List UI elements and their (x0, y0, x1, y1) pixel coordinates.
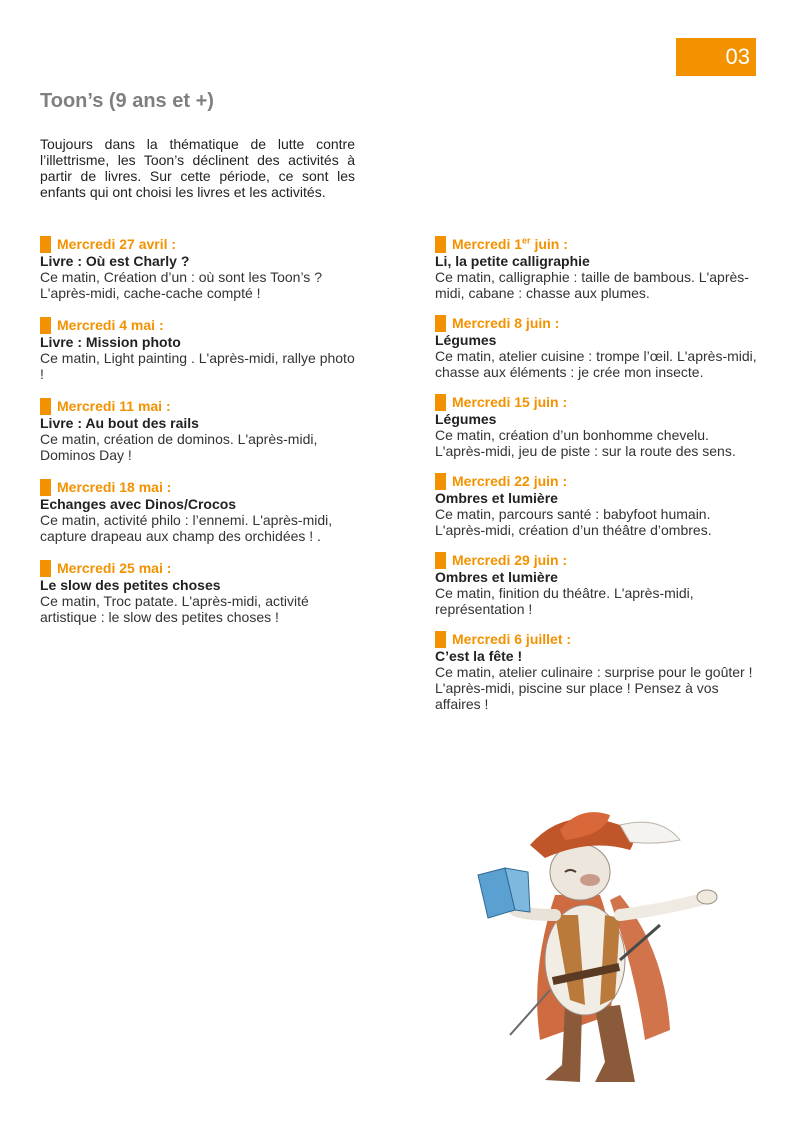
date-marker (435, 552, 446, 569)
entry-date (435, 236, 760, 253)
entry-theme: Li, la petite calligraphie (435, 253, 590, 269)
entry-date-text: Mercredi 11 mai : (57, 398, 171, 414)
entry-theme: Le slow des petites choses (40, 577, 221, 593)
schedule-entry (40, 479, 358, 544)
entry-date (435, 631, 760, 648)
left-column (40, 236, 358, 641)
date-marker (435, 631, 446, 648)
date-marker (40, 560, 51, 577)
entry-date-text: Mercredi 18 mai : (57, 479, 172, 495)
intro-paragraph: Toujours dans la thématique de lutte contre l’illettrisme, les Toon’s déclinent des activités à partir de livres. Sur cette période, ce sont les enfants qui ont choisi les livres et les activités. (40, 136, 355, 200)
entry-date-text: Mercredi 25 mai : (57, 560, 172, 576)
entry-date (40, 236, 358, 253)
entry-description: Ce matin, Light painting . L'après-midi, rallye photo ! (40, 350, 355, 382)
entry-date-text: Mercredi 8 juin : (452, 315, 560, 331)
entry-description: Ce matin, parcours santé : babyfoot humain. L'après-midi, création d’un théâtre d’ombres. (435, 506, 712, 538)
right-column (435, 236, 760, 726)
entry-date-text: Mercredi 27 avril : (57, 236, 177, 252)
date-marker (40, 236, 51, 253)
date-marker (40, 398, 51, 415)
entry-theme: C’est la fête ! (435, 648, 523, 664)
entry-date (435, 552, 760, 569)
schedule-entry (435, 394, 760, 459)
date-marker (435, 473, 446, 490)
entry-date-text: Mercredi 6 juillet : (452, 631, 572, 647)
entry-date (435, 473, 760, 490)
date-marker (435, 394, 446, 411)
entry-theme: Ombres et lumière (435, 569, 558, 585)
schedule-entry (40, 236, 358, 301)
entry-theme: Livre : Mission photo (40, 334, 181, 350)
entry-theme: Ombres et lumière (435, 490, 558, 506)
entry-description: Ce matin, calligraphie : taille de bambous. L'après-midi, cabane : chasse aux plumes. (435, 269, 749, 301)
entry-date (40, 398, 358, 415)
musketeer-cat-reading-illustration (470, 800, 750, 1100)
schedule-entry (435, 552, 760, 617)
entry-description: Ce matin, Création d’un : où sont les Toon’s ? L'après-midi, cache-cache compté ! (40, 269, 322, 301)
entry-date (435, 315, 760, 332)
schedule-entry (40, 560, 358, 625)
entry-description: Ce matin, atelier culinaire : surprise pour le goûter ! L'après-midi, piscine sur place ! Pensez à vos affaires ! (435, 664, 753, 712)
entry-description: Ce matin, création de dominos. L'après-midi, Dominos Day ! (40, 431, 318, 463)
entry-description: Ce matin, atelier cuisine : trompe l’œil. L'après-midi, chasse aux éléments : je crée mon insecte. (435, 348, 757, 380)
entry-date (435, 394, 760, 411)
entry-theme: Légumes (435, 411, 497, 427)
schedule-entry (435, 236, 760, 301)
entry-description: Ce matin, activité philo : l’ennemi. L'après-midi, capture drapeau aux champ des orchidées ! . (40, 512, 333, 544)
date-marker (435, 236, 446, 253)
schedule-entry (40, 317, 358, 382)
entry-date (40, 479, 358, 496)
schedule-entry (435, 473, 760, 538)
entry-date-text: Mercredi 1er juin : (452, 235, 568, 252)
entry-description: Ce matin, finition du théâtre. L'après-midi, représentation ! (435, 585, 694, 617)
entry-date-text: Mercredi 4 mai : (57, 317, 164, 333)
entry-theme: Livre : Où est Charly ? (40, 253, 190, 269)
date-marker (40, 317, 51, 334)
schedule-entry (40, 398, 358, 463)
schedule-entry (435, 631, 760, 712)
entry-theme: Echanges avec Dinos/Crocos (40, 496, 237, 512)
entry-date-text: Mercredi 29 juin : (452, 552, 568, 568)
entry-theme: Légumes (435, 332, 497, 348)
entry-description: Ce matin, création d’un bonhomme chevelu. L'après-midi, jeu de piste : sur la route des sens. (435, 427, 736, 459)
entry-theme: Livre : Au bout des rails (40, 415, 199, 431)
schedule-entry (435, 315, 760, 380)
date-marker (435, 315, 446, 332)
entry-date (40, 317, 358, 334)
entry-date-text: Mercredi 22 juin : (452, 473, 568, 489)
page-number-badge: 03 (676, 38, 756, 76)
date-marker (40, 479, 51, 496)
entry-date-text: Mercredi 15 juin : (452, 394, 568, 410)
page-title: Toon’s (9 ans et +) (40, 90, 214, 112)
entry-date (40, 560, 358, 577)
entry-description: Ce matin, Troc patate. L'après-midi, activité artistique : le slow des petites choses ! (40, 593, 309, 625)
